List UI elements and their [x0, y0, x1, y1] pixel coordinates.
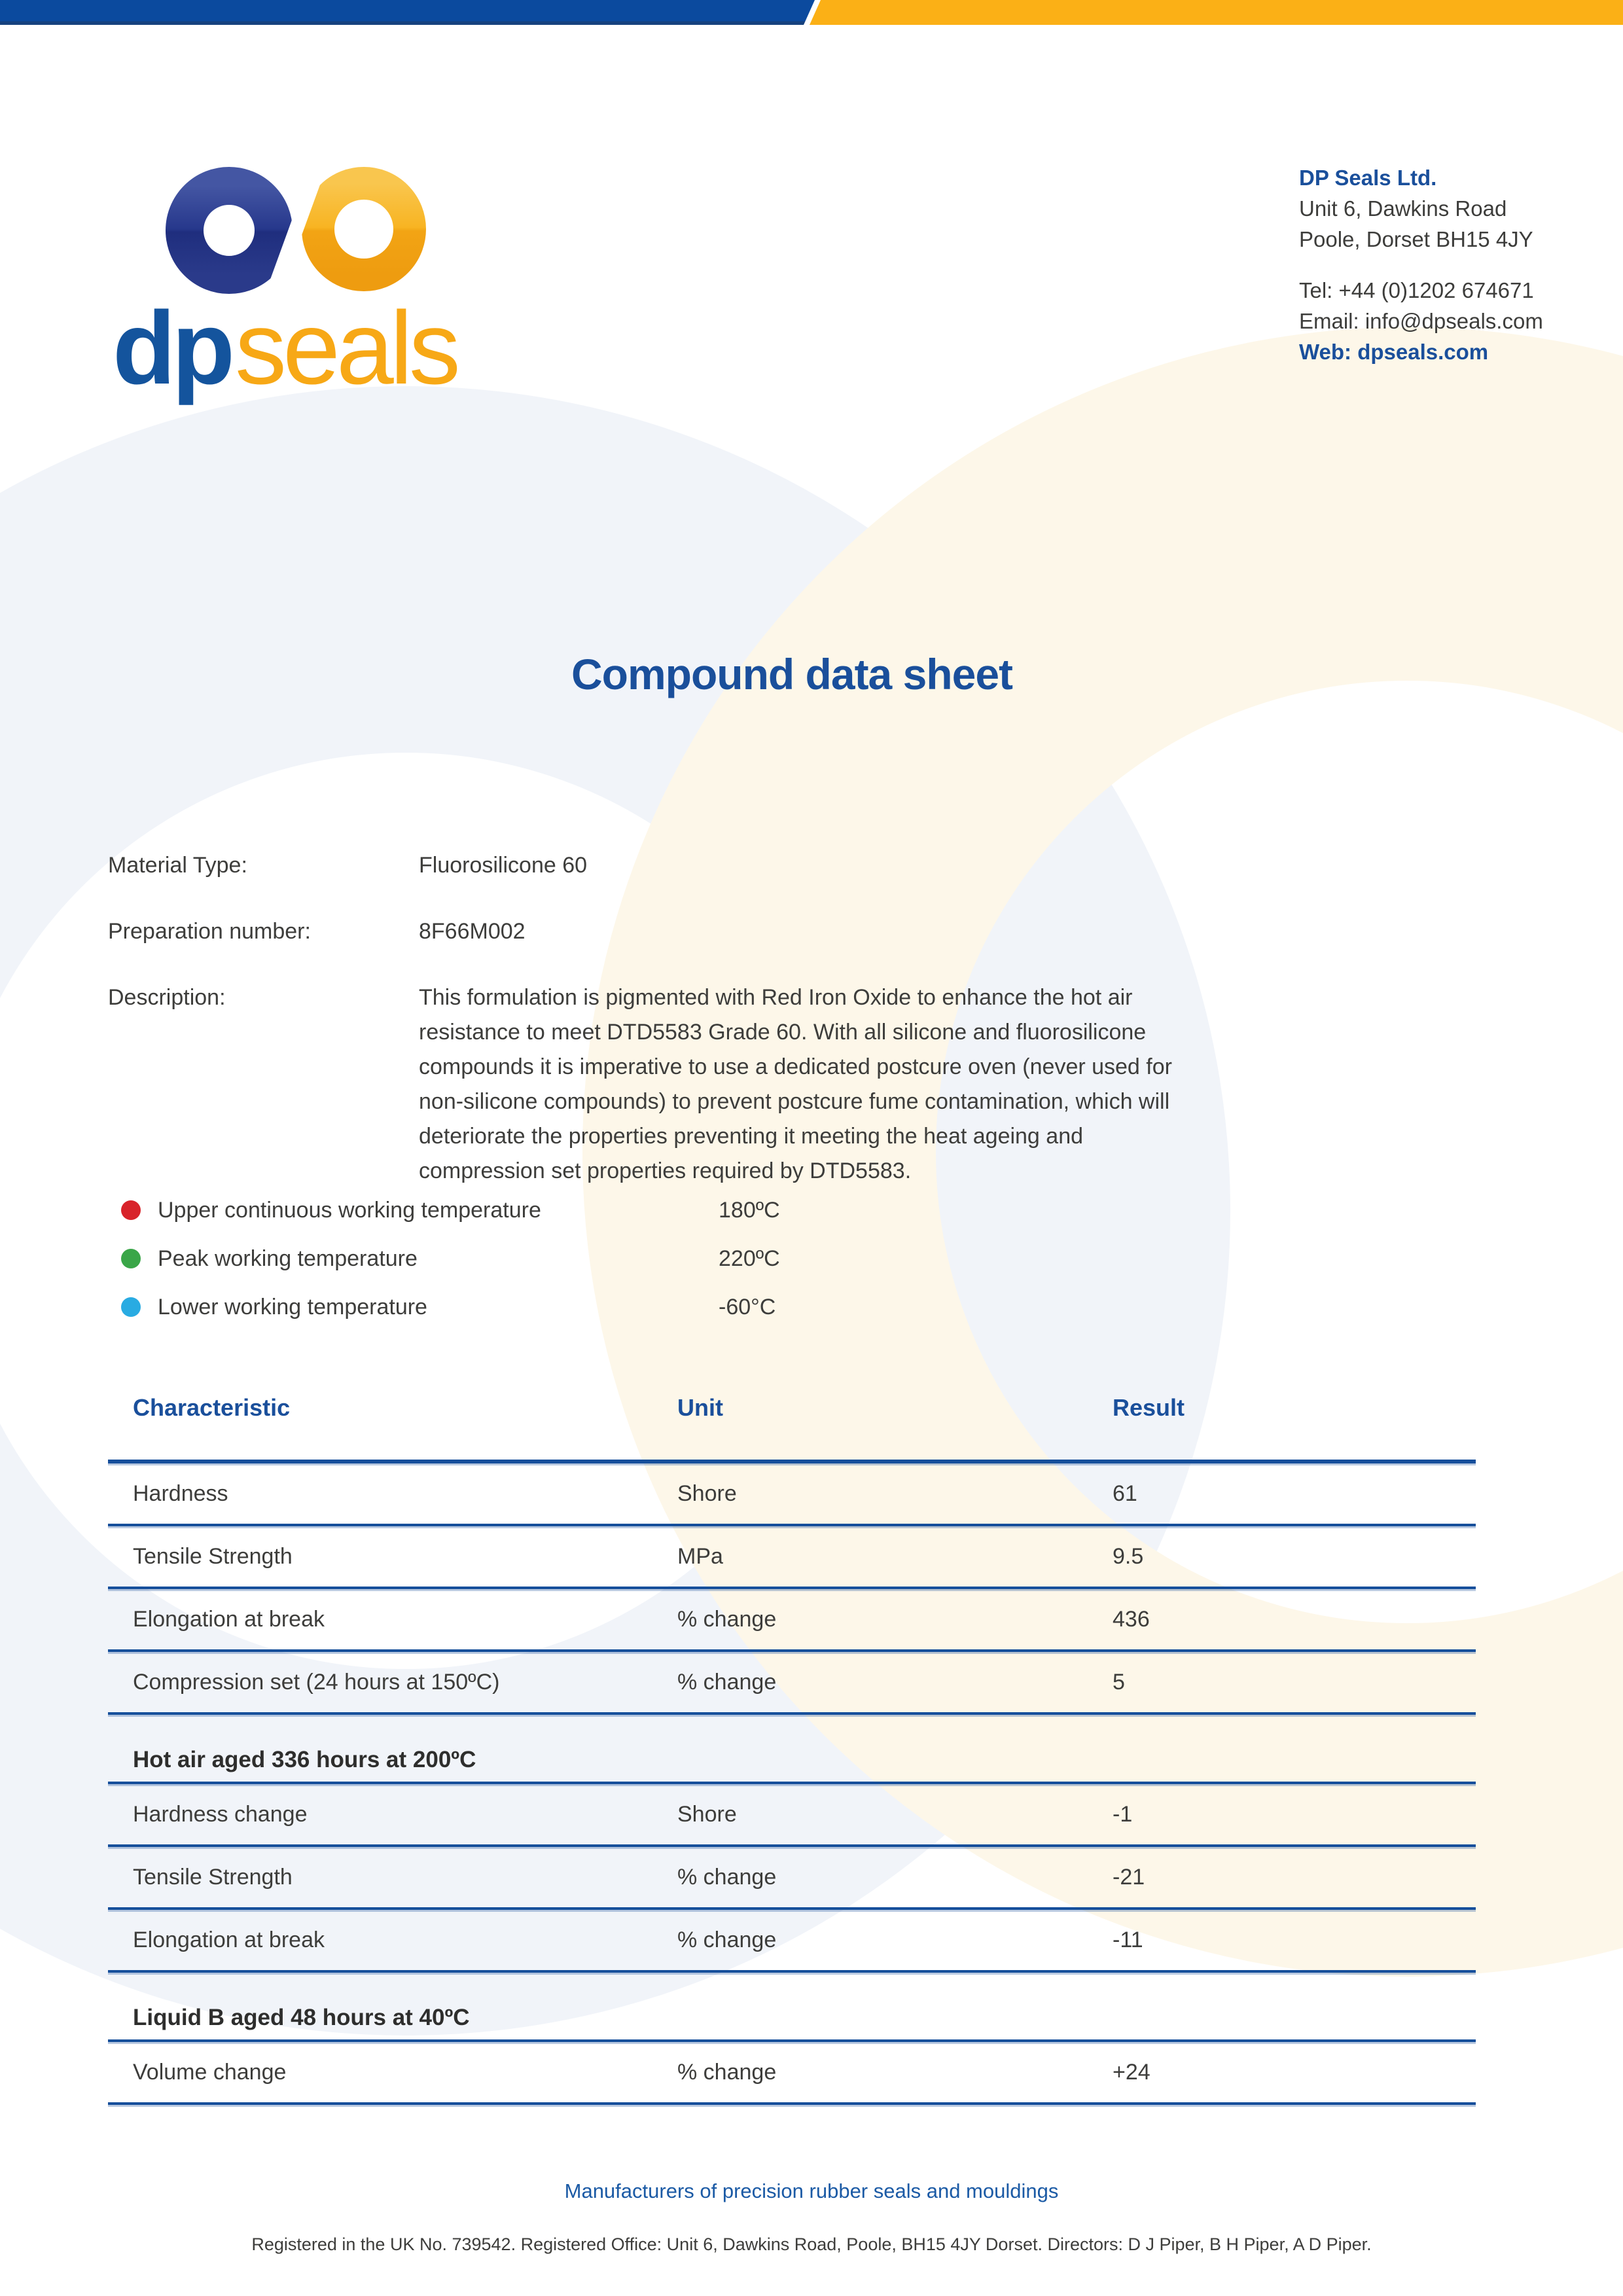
contact-spacer	[1299, 255, 1543, 275]
material-info	[108, 848, 1476, 1220]
logo-text-seals: seals	[235, 291, 457, 406]
bullet-dot-icon	[121, 1200, 141, 1220]
table-header-row-cell-2: Result	[1113, 1394, 1185, 1421]
table-row-cell-2: -11	[1113, 1927, 1143, 1952]
logo-blue-ring	[185, 186, 274, 275]
table-row-cell-1: Shore	[677, 1801, 737, 1827]
table-row	[108, 1589, 1476, 1649]
table-row-cell-1: % change	[677, 1927, 777, 1952]
table-row	[108, 1526, 1476, 1587]
table-row-cell-2: -21	[1113, 1864, 1145, 1890]
logo-gold-ring	[318, 183, 410, 275]
table-row-cell-1: % change	[677, 1864, 777, 1890]
material-type-row	[108, 848, 1476, 883]
dp-seals-logo	[103, 153, 588, 415]
temperature-value: 180ºC	[719, 1197, 780, 1223]
table-row	[108, 1784, 1476, 1844]
temperature-value: -60°C	[719, 1294, 776, 1319]
table-header-row-cell-1: Unit	[677, 1394, 723, 1421]
table-rule	[108, 1712, 1476, 1715]
table-header-row-cell-0: Characteristic	[133, 1394, 291, 1421]
table-row	[108, 1847, 1476, 1907]
address-line-1: Unit 6, Dawkins Road	[1299, 196, 1507, 221]
material-type-label: Material Type:	[108, 853, 247, 878]
bullet-dot-icon	[121, 1297, 141, 1317]
table-row-cell-0: Tensile Strength	[133, 1543, 293, 1569]
description-value: This formulation is pigmented with Red Iron Oxide to enhance the hot air resistance to meet DTD5583 Grade 60. With all silicone and fluorosilicone compounds it is imperative to use a dedicated postcure oven (never used for non-silicone compounds) to prevent postcure fume contamination, which will deteriorate the properties preventing it meeting the heat ageing and compression set properties required by DTD5583.	[419, 985, 1172, 1183]
table-row-cell-2: +24	[1113, 2059, 1150, 2085]
table-rule	[108, 2102, 1476, 2105]
table-row-cell-0: Hardness change	[133, 1801, 308, 1827]
table-section-heading: Hot air aged 336 hours at 200ºC	[133, 1747, 476, 1772]
temperature-label: Lower working temperature	[158, 1294, 427, 1319]
table-rule	[108, 1970, 1476, 1973]
preparation-number-row	[108, 914, 1476, 949]
footer-legal: Registered in the UK No. 739542. Registered Office: Unit 6, Dawkins Road, Poole, BH15 4JY Dorset. Directors: D J Piper, B H Piper, A D Piper.	[251, 2234, 1372, 2254]
table-row	[108, 1652, 1476, 1712]
page-title: Compound data sheet	[571, 650, 1013, 698]
material-type-value: Fluorosilicone 60	[419, 853, 588, 878]
logo-text-dp: dp	[113, 291, 232, 406]
results-table	[108, 1385, 1476, 2105]
table-row-cell-2: 436	[1113, 1606, 1150, 1632]
table-row-cell-0: Elongation at break	[133, 1606, 325, 1632]
address-line-2: Poole, Dorset BH15 4JY	[1299, 227, 1533, 251]
footer-tagline: Manufacturers of precision rubber seals and mouldings	[564, 2179, 1059, 2202]
table-row-cell-1: % change	[677, 1669, 777, 1695]
temperature-label: Peak working temperature	[158, 1246, 418, 1271]
svg-text:dpseals	[113, 291, 457, 406]
table-row-cell-2: 61	[1113, 1480, 1137, 1506]
preparation-number-value: 8F66M002	[419, 919, 526, 944]
description-label: Description:	[108, 985, 226, 1010]
table-row-cell-0: Volume change	[133, 2059, 287, 2085]
table-section-heading: Liquid B aged 48 hours at 40ºC	[133, 2005, 470, 2030]
temperature-list	[108, 1186, 1476, 1331]
temperature-value: 220ºC	[719, 1246, 780, 1271]
phone-line: Tel: +44 (0)1202 674671	[1299, 278, 1534, 302]
table-header-row	[108, 1385, 1476, 1460]
bullet-dot-icon	[121, 1249, 141, 1268]
table-row-cell-1: % change	[677, 1606, 777, 1632]
table-row	[108, 2042, 1476, 2102]
table-row-cell-0: Elongation at break	[133, 1927, 325, 1952]
table-row-cell-2: 9.5	[1113, 1543, 1144, 1569]
table-row-cell-1: MPa	[677, 1543, 723, 1569]
table-row-cell-1: Shore	[677, 1480, 737, 1506]
temperature-row	[108, 1234, 1476, 1283]
table-row	[108, 1910, 1476, 1970]
table-row-cell-0: Hardness	[133, 1480, 228, 1506]
company-name: DP Seals Ltd.	[1299, 166, 1437, 190]
temperature-row	[108, 1283, 1476, 1331]
table-row-cell-2: -1	[1113, 1801, 1133, 1827]
contact-block	[1299, 162, 1543, 367]
table-row	[108, 1463, 1476, 1524]
table-row-cell-0: Compression set (24 hours at 150ºC)	[133, 1669, 500, 1695]
top-brand-bar	[0, 0, 1623, 25]
table-row-cell-0: Tensile Strength	[133, 1864, 293, 1890]
temperature-row	[108, 1186, 1476, 1234]
website-line: Web: dpseals.com	[1299, 340, 1489, 364]
description-row	[108, 980, 1476, 1189]
email-line: Email: info@dpseals.com	[1299, 309, 1543, 333]
table-row-cell-1: % change	[677, 2059, 777, 2085]
temperature-label: Upper continuous working temperature	[158, 1197, 541, 1223]
preparation-number-label: Preparation number:	[108, 919, 311, 944]
table-row-cell-2: 5	[1113, 1669, 1125, 1695]
